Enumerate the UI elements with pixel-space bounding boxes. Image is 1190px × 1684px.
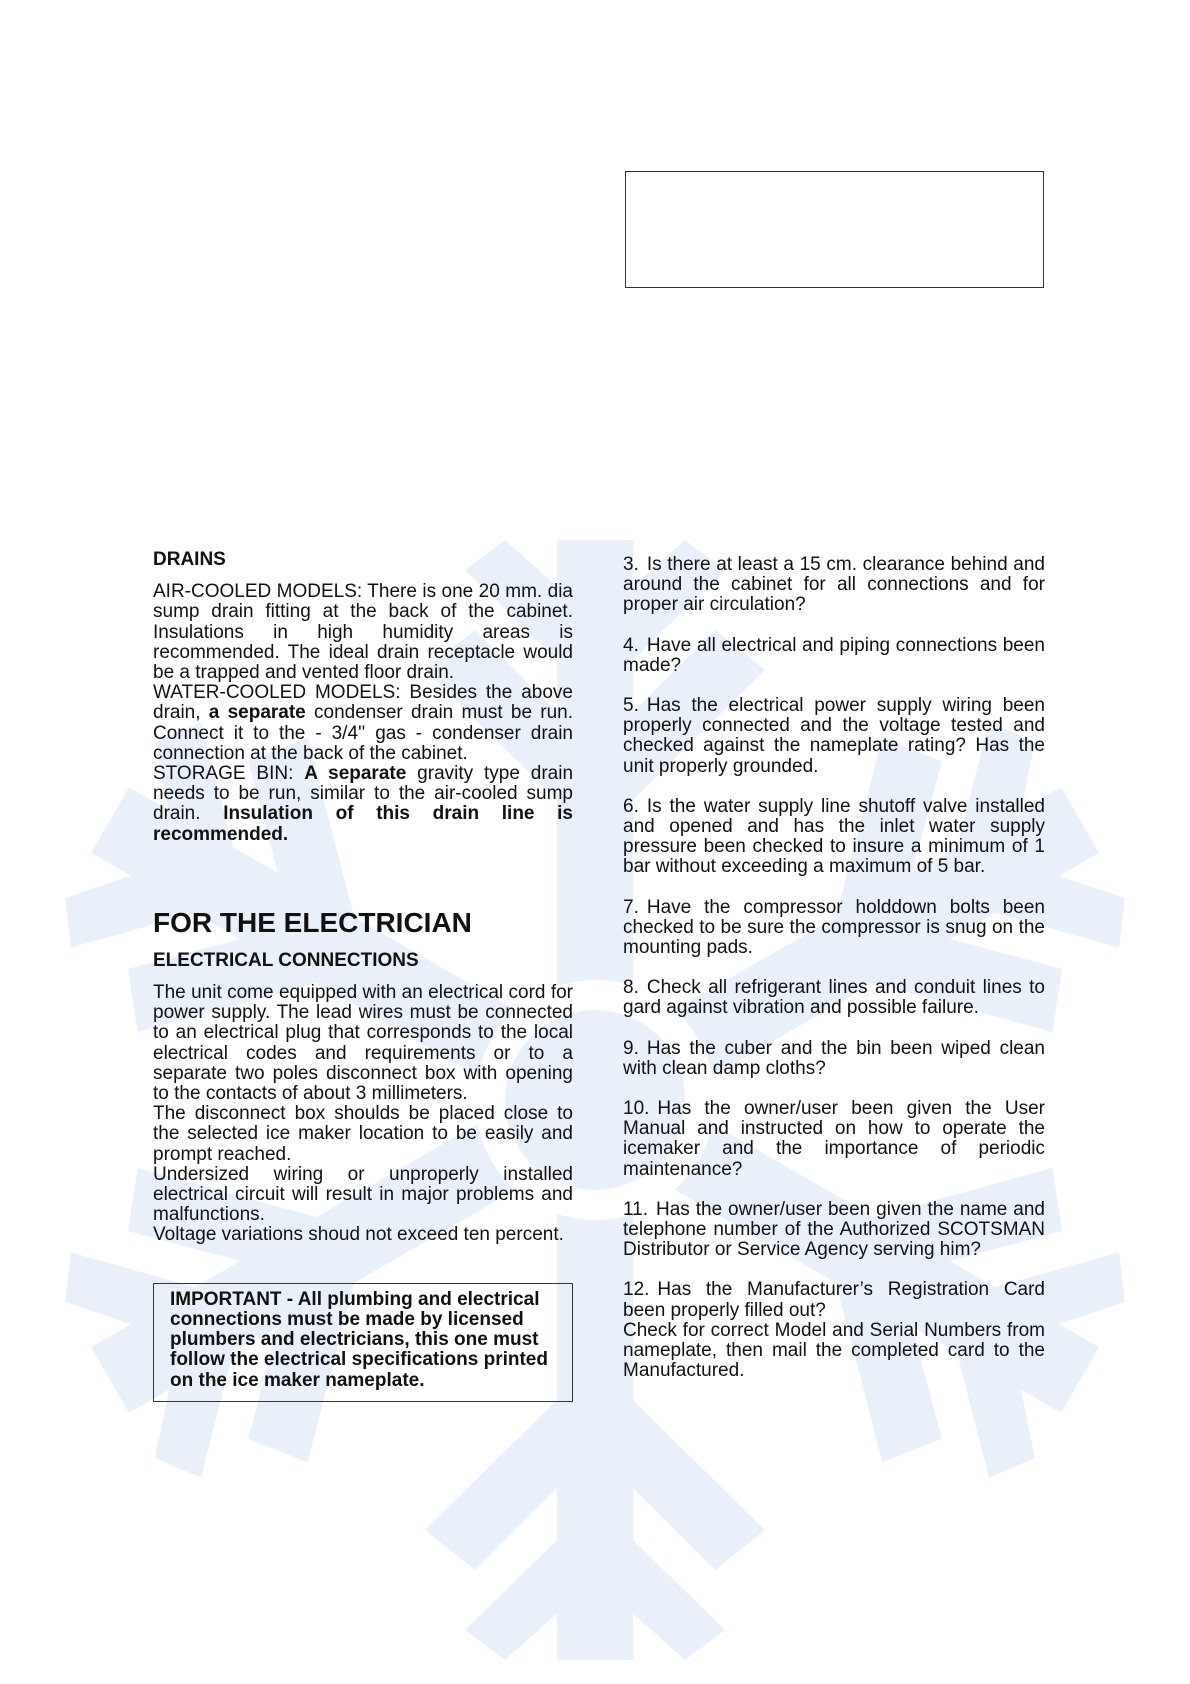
item-text: Has the electrical power supply wiring been properly connected and the voltage tested and checked against the nameplate rating? Has the unit properly grounded.: [623, 695, 1045, 777]
checklist-item: [623, 1200, 1045, 1261]
left-column: [153, 550, 573, 1402]
important-notice-box: [153, 1283, 573, 1402]
item-number: 11.: [623, 1198, 649, 1220]
item-number: 8.: [623, 977, 639, 999]
item-text: Has the Manufacturer’s Registration Card been properly filled out?: [623, 1279, 1045, 1321]
checklist-item: [623, 1039, 1045, 1079]
storage-bin-paragraph: [153, 764, 573, 845]
right-column: [623, 555, 1045, 1382]
item-text: Has the owner/user been given the name and telephone number of the Authorized SCOTSMAN Distributor or Service Agency serving him?: [623, 1198, 1045, 1261]
checklist-item: [623, 978, 1045, 1018]
checklist-item: [623, 1099, 1045, 1180]
voltage-paragraph: Voltage variations shoud not exceed ten percent.: [153, 1224, 564, 1246]
water-cooled-bold: a separate: [208, 702, 306, 724]
item-text: Has the cuber and the bin been wiped clean with clean damp cloths?: [623, 1037, 1045, 1079]
checklist-item: [623, 797, 1045, 878]
item-text: Is the water supply line shutoff valve installed and opened and has the inlet water supply pressure been checked to insure a minimum of 1 bar without exceeding a maximum of 5 bar.: [623, 795, 1045, 878]
important-notice-text: IMPORTANT - All plumbing and electrical connections must be made by licensed plumbers and electricians, this one must follow the electrical specifications printed on the ice maker nameplate.: [170, 1288, 548, 1391]
electrician-heading: FOR THE ELECTRICIAN: [153, 906, 472, 938]
item-text: Has the owner/user been given the User Manual and instructed on how to operate the icemaker and the importance of periodic maintenance?: [623, 1098, 1045, 1180]
storage-bold: A separate: [304, 763, 407, 785]
water-cooled-text-a: WATER-COOLED MODELS: Besides the above drain,: [153, 682, 573, 724]
item-number: 9.: [623, 1037, 639, 1059]
item-text: Have the compressor holddown bolts been checked to be sure the compressor is snug on the mounting pads.: [623, 896, 1045, 959]
air-cooled-paragraph: AIR-COOLED MODELS: There is one 20 mm. dia sump drain fitting at the back of the cabinet. Insulations in high humidity areas is recommended. The ideal drain receptacle would be a trapped and vented floor drain.: [153, 581, 573, 684]
storage-bold-end: Insulation of this drain line is recommended.: [153, 803, 573, 845]
item-text: Is there at least a 15 cm. clearance behind and around the cabinet for all connections and for proper air circulation?: [623, 554, 1045, 616]
checklist-item: [623, 1280, 1045, 1320]
storage-text-a: STORAGE BIN:: [153, 763, 294, 785]
checklist-item: [623, 636, 1045, 676]
item-number: 7.: [623, 896, 639, 918]
item-number: 4.: [623, 634, 639, 656]
item-number: 12.: [623, 1279, 650, 1301]
item-text: Have all electrical and piping connections been made?: [623, 634, 1045, 676]
wiring-paragraph: Undersized wiring or unproperly installed electrical circuit will result in major problems and malfunctions.: [153, 1163, 573, 1226]
item-text: Check all refrigerant lines and conduit lines to gard against vibration and possible failure.: [623, 977, 1045, 1019]
item-number: 3.: [623, 554, 639, 575]
checklist-item: [623, 555, 1045, 616]
water-cooled-paragraph: [153, 683, 573, 764]
checklist-item: [623, 898, 1045, 959]
water-cooled-text-b: condenser drain must be run. Connect it to the - 3/4'' gas - condenser drain connection at the back of the cabinet.: [153, 702, 574, 764]
connections-paragraph: The unit come equipped with an electrical cord for power supply. The lead wires must be connected to an electrical plug that corresponds to the local electrical codes and requirements or to a separate two poles disconnect box with opening to the contacts of about 3 millimeters.: [153, 982, 573, 1105]
empty-label-box: [625, 171, 1044, 288]
checklist-item: [623, 696, 1045, 777]
storage-text-b: gravity type drain needs to be run, similar to the air-cooled sump drain.: [153, 763, 574, 825]
item-number: 5.: [623, 695, 639, 717]
disconnect-paragraph: The disconnect box shoulds be placed close to the selected ice maker location to be easily and prompt reached.: [153, 1103, 573, 1165]
closing-paragraph: Check for correct Model and Serial Numbers from nameplate, then mail the completed card to the Manufactured.: [623, 1319, 1045, 1382]
item-number: 6.: [623, 795, 639, 817]
electrical-connections-heading: ELECTRICAL CONNECTIONS: [153, 949, 419, 971]
item-number: 10.: [623, 1098, 650, 1120]
drains-heading: DRAINS: [153, 549, 226, 570]
